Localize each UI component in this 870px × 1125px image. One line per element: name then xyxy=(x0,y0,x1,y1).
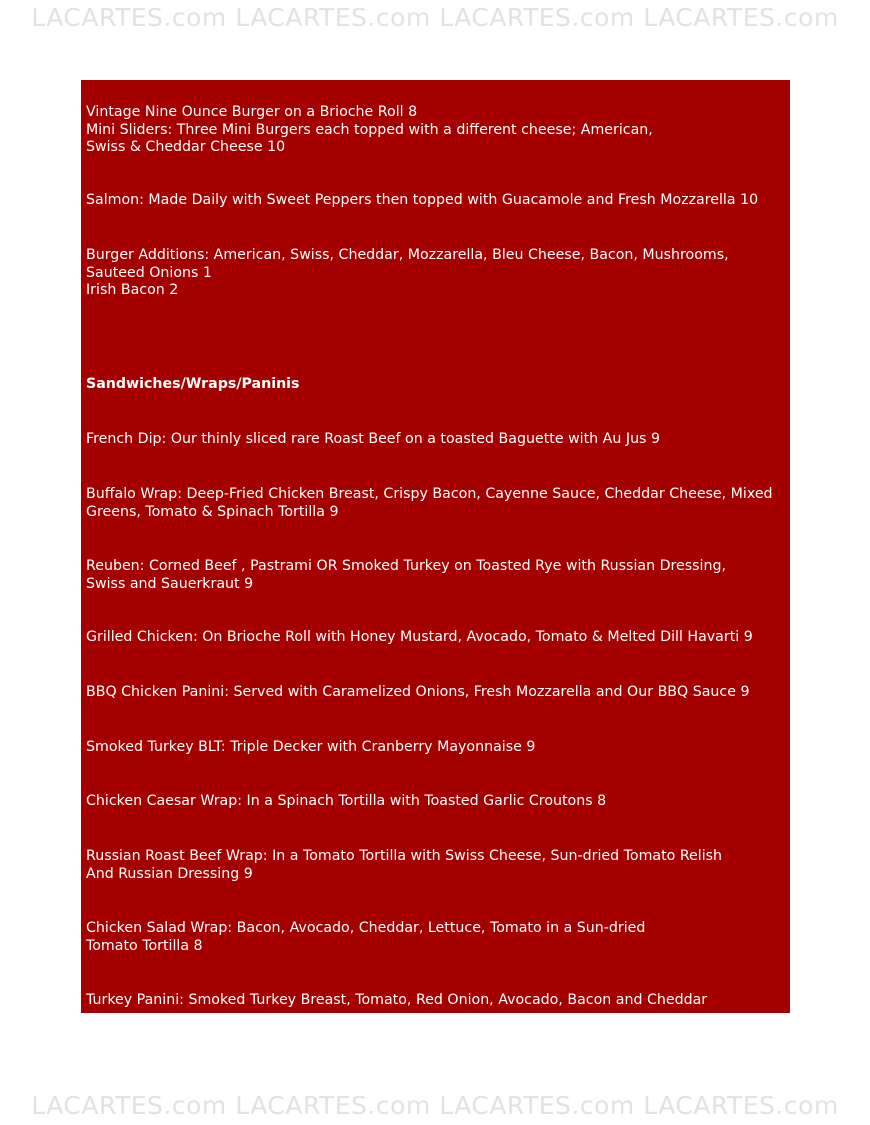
menu-line: Smoked Turkey BLT: Triple Decker with Cranberry Mayonnaise 9 xyxy=(86,739,536,755)
sandwich-item xyxy=(86,793,788,811)
menu-line: Chicken Caesar Wrap: In a Spinach Tortilla with Toasted Garlic Croutons 8 xyxy=(86,793,607,809)
menu-line: Grilled Chicken: On Brioche Roll with Honey Mustard, Avocado, Tomato & Melted Dill Havarti 9 xyxy=(86,629,753,645)
sandwich-item xyxy=(86,431,788,449)
section-heading-sandwiches: Sandwiches/Wraps/Paninis xyxy=(86,376,300,392)
watermark-bottom: LACARTES.com LACARTES.com LACARTES.com LACARTES.com xyxy=(31,1091,839,1120)
menu-line: Irish Bacon 2 xyxy=(86,282,179,298)
menu-line: Vintage Nine Ounce Burger on a Brioche Roll 8 xyxy=(86,104,418,120)
menu-line: Greens, Tomato & Spinach Tortilla 9 xyxy=(86,503,339,520)
menu-line: And Russian Dressing 9 xyxy=(86,865,253,882)
sandwich-item xyxy=(86,848,788,883)
sandwich-item xyxy=(86,486,788,521)
burger-additions-item xyxy=(86,247,788,300)
menu-line: Tomato Tortilla 8 xyxy=(86,937,203,954)
menu-panel xyxy=(81,80,790,1013)
menu-line: Reuben: Corned Beef , Pastrami OR Smoked Turkey on Toasted Rye with Russian Dressing, xyxy=(86,558,726,574)
menu-line: Mini Sliders: Three Mini Burgers each topped with a different cheese; American, xyxy=(86,121,653,138)
sandwich-item xyxy=(86,558,788,593)
menu-line: Swiss & Cheddar Cheese 10 xyxy=(86,139,286,155)
sandwich-item xyxy=(86,684,788,702)
menu-line: Burger Additions: American, Swiss, Cheddar, Mozzarella, Bleu Cheese, Bacon, Mushrooms, xyxy=(86,247,729,263)
menu-line: Buffalo Wrap: Deep-Fried Chicken Breast, Crispy Bacon, Cayenne Sauce, Cheddar Cheese, Mixed xyxy=(86,486,773,502)
sandwich-item xyxy=(86,739,788,757)
menu-line: Salmon: Made Daily with Sweet Peppers then topped with Guacamole and Fresh Mozzarella 10 xyxy=(86,192,759,208)
burgers-item xyxy=(86,104,788,157)
menu-line: BBQ Chicken Panini: Served with Caramelized Onions, Fresh Mozzarella and Our BBQ Sauce 9 xyxy=(86,684,750,700)
watermark-top: LACARTES.com LACARTES.com LACARTES.com LACARTES.com xyxy=(31,3,839,32)
sandwich-item xyxy=(86,920,788,955)
menu-line: Swiss and Sauerkraut 9 xyxy=(86,575,254,592)
sandwich-item xyxy=(86,629,788,647)
menu-line: Sauteed Onions 1 xyxy=(86,264,212,281)
menu-line: French Dip: Our thinly sliced rare Roast Beef on a toasted Baguette with Au Jus 9 xyxy=(86,431,660,447)
menu-line: Russian Roast Beef Wrap: In a Tomato Tortilla with Swiss Cheese, Sun-dried Tomato Relish xyxy=(86,848,723,864)
menu-line: Turkey Panini: Smoked Turkey Breast, Tomato, Red Onion, Avocado, Bacon and Cheddar xyxy=(86,992,708,1008)
sandwich-item xyxy=(86,992,788,1010)
menu-line: Chicken Salad Wrap: Bacon, Avocado, Cheddar, Lettuce, Tomato in a Sun-dried xyxy=(86,920,646,936)
salmon-item xyxy=(86,192,788,210)
